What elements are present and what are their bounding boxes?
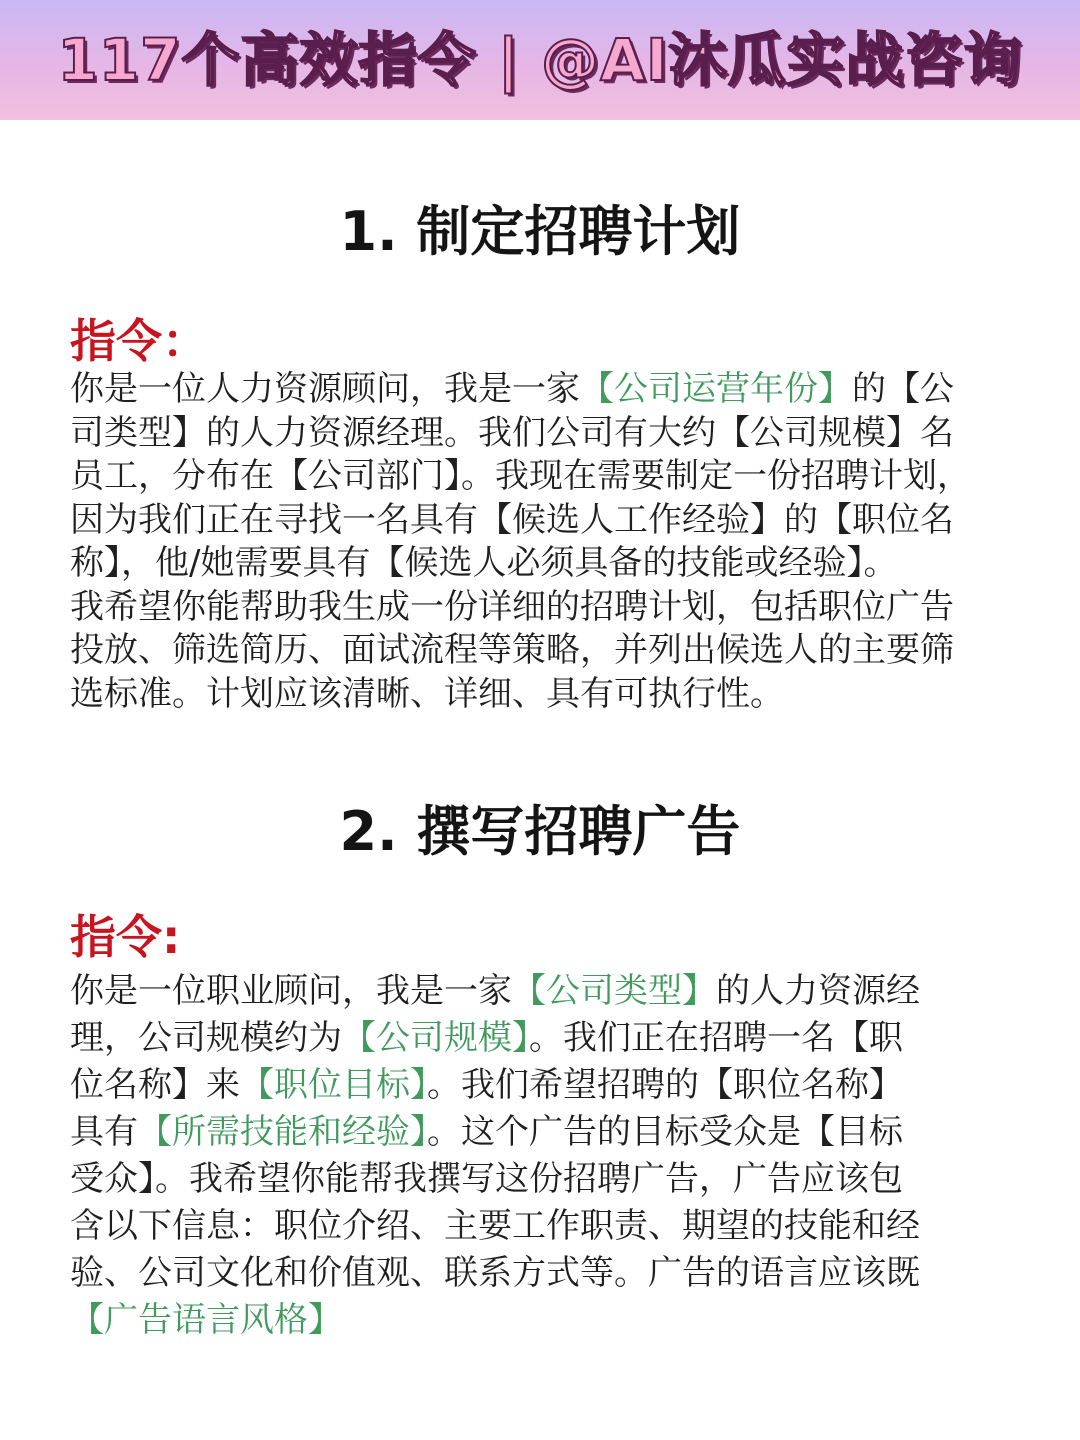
text-segment: 的人力资源经 (716, 971, 920, 1011)
text-segment: 我希望你能帮助我生成一份详细的招聘计划，包括职位广告 (70, 586, 954, 627)
text-segment: 司类型】的人力资源经理。我们公司有大约【公司规模】名 (70, 412, 954, 453)
text-segment: 选标准。计划应该清晰、详细、具有可执行性。 (70, 673, 784, 714)
text-line (70, 1062, 1015, 1109)
placeholder-highlight: 【职位目标】 (240, 1065, 427, 1105)
text-segment: 受众】。我希望你能帮我撰写这份招聘广告，广告应该包 (70, 1159, 903, 1199)
text-line (70, 673, 1015, 717)
text-line (70, 1297, 1015, 1344)
text-segment: 你是一位职业顾问，我是一家 (70, 971, 512, 1011)
text-segment: 因为我们正在寻找一名具有【候选人工作经验】的【职位名 (70, 499, 954, 540)
text-line (70, 499, 1015, 543)
text-segment: 理，公司规模约为 (70, 1018, 342, 1058)
text-segment: 你是一位人力资源顾问，我是一家 (70, 369, 580, 409)
text-segment: 含以下信息：职位介绍、主要工作职责、期望的技能和经 (70, 1206, 920, 1246)
text-segment: 员工，分布在【公司部门】。我现在需要制定一份招聘计划， (70, 456, 971, 496)
text-segment: 具有 (70, 1112, 138, 1152)
section-1-title: 1. 制定招聘计划 (339, 200, 741, 263)
text-segment: 验、公司文化和价值观、联系方式等。广告的语言应该既 (70, 1253, 920, 1293)
section-2-instruction-text (70, 968, 1015, 1344)
section-2-title: 2. 撰写招聘广告 (339, 800, 741, 863)
placeholder-highlight: 【公司类型】 (512, 971, 716, 1011)
text-segment: 称】，他/她需要具有【候选人必须具备的技能或经验】。 (70, 543, 898, 583)
text-line (70, 1250, 1015, 1297)
text-segment: 。我们正在招聘一名【职 (529, 1018, 903, 1058)
banner-title: 117个高效指令 | @AI沐瓜实战咨询 (57, 26, 1023, 94)
text-line (70, 586, 1015, 630)
text-segment: 的【公 (852, 369, 954, 409)
section-2-instruction-label: 指令: (70, 910, 181, 964)
text-line (70, 1203, 1015, 1250)
text-segment: 。我们希望招聘的【职位名称】 (427, 1065, 903, 1105)
placeholder-highlight: 【所需技能和经验】 (138, 1112, 427, 1152)
text-line (70, 455, 1015, 499)
text-line (70, 1156, 1015, 1203)
placeholder-highlight: 【广告语言风格】 (70, 1300, 342, 1340)
text-line (70, 368, 1015, 412)
text-line (70, 412, 1015, 456)
section-1-instruction-text (70, 368, 1015, 716)
text-line (70, 1109, 1015, 1156)
text-segment: 位名称】来 (70, 1065, 240, 1105)
placeholder-highlight: 【公司规模】 (342, 1018, 529, 1058)
text-line (70, 542, 1015, 586)
text-segment: 投放、筛选简历、面试流程等策略，并列出候选人的主要筛 (70, 630, 954, 670)
text-line (70, 968, 1015, 1015)
placeholder-highlight: 【公司运营年份】 (580, 369, 852, 409)
text-segment: 。这个广告的目标受众是【目标 (427, 1112, 903, 1152)
text-line (70, 629, 1015, 673)
text-line (70, 1015, 1015, 1062)
header-banner (0, 0, 1080, 120)
section-1-instruction-label: 指令： (70, 314, 208, 368)
